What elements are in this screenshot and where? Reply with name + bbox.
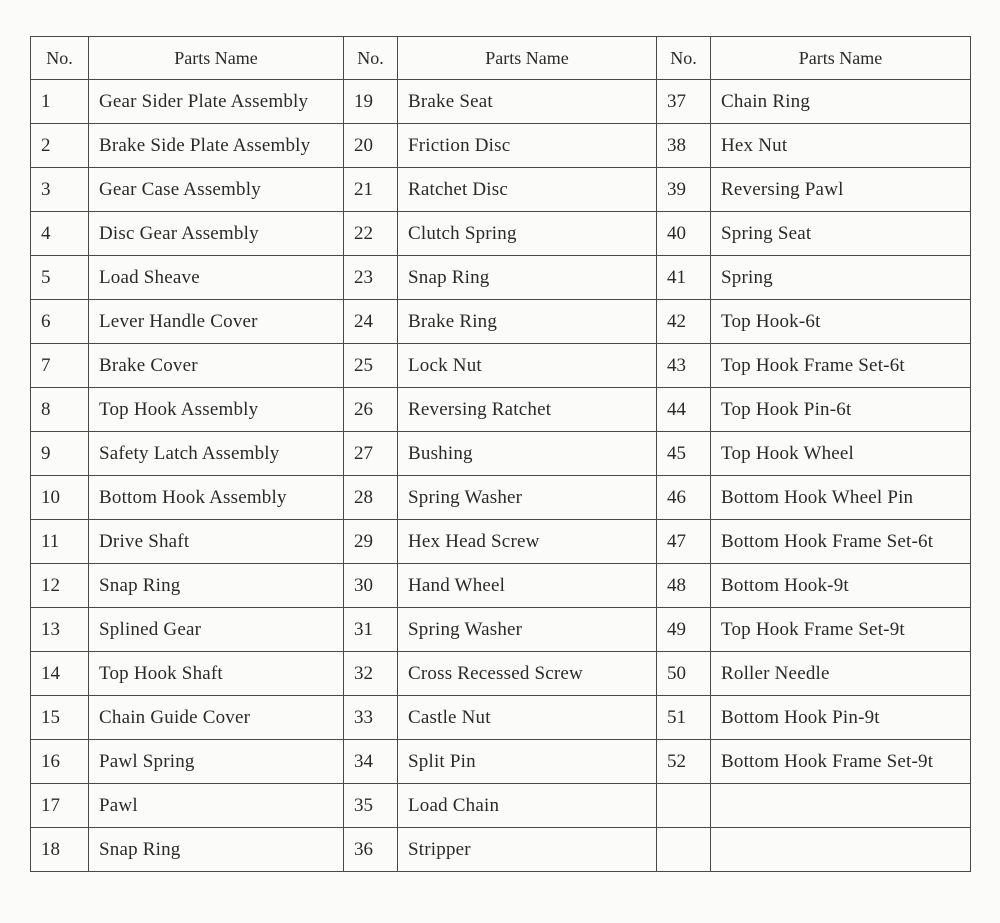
part-number-cell: 36 — [344, 828, 398, 872]
part-number-cell: 10 — [31, 476, 89, 520]
part-number-cell: 50 — [657, 652, 711, 696]
part-number-cell: 44 — [657, 388, 711, 432]
part-name-cell: Snap Ring — [89, 564, 344, 608]
part-number-cell: 23 — [344, 256, 398, 300]
table-body — [31, 80, 971, 872]
table-row — [31, 784, 971, 828]
part-number-cell: 39 — [657, 168, 711, 212]
part-number-cell: 2 — [31, 124, 89, 168]
part-number-cell: 4 — [31, 212, 89, 256]
part-number-cell: 38 — [657, 124, 711, 168]
header-parts-name: Parts Name — [711, 37, 971, 80]
part-number-cell: 3 — [31, 168, 89, 212]
part-name-cell: Roller Needle — [711, 652, 971, 696]
table-row — [31, 564, 971, 608]
table-row — [31, 740, 971, 784]
part-number-cell: 11 — [31, 520, 89, 564]
part-name-cell: Top Hook Shaft — [89, 652, 344, 696]
part-name-cell: Hand Wheel — [398, 564, 657, 608]
table-row — [31, 828, 971, 872]
part-name-cell: Spring Seat — [711, 212, 971, 256]
part-name-cell: Snap Ring — [89, 828, 344, 872]
part-number-cell: 7 — [31, 344, 89, 388]
part-name-cell: Load Chain — [398, 784, 657, 828]
part-name-cell: Bottom Hook Wheel Pin — [711, 476, 971, 520]
part-name-cell: Load Sheave — [89, 256, 344, 300]
part-name-cell: Top Hook Frame Set-6t — [711, 344, 971, 388]
part-name-cell: Hex Nut — [711, 124, 971, 168]
part-name-cell: Clutch Spring — [398, 212, 657, 256]
header-no: No. — [31, 37, 89, 80]
parts-table — [30, 36, 971, 872]
part-name-cell: Reversing Pawl — [711, 168, 971, 212]
part-number-cell: 5 — [31, 256, 89, 300]
table-row — [31, 388, 971, 432]
part-name-cell: Drive Shaft — [89, 520, 344, 564]
part-name-cell: Brake Side Plate Assembly — [89, 124, 344, 168]
table-row — [31, 344, 971, 388]
empty-cell — [711, 828, 971, 872]
table-header-row — [31, 37, 971, 80]
part-number-cell: 40 — [657, 212, 711, 256]
table-row — [31, 168, 971, 212]
table-row — [31, 256, 971, 300]
part-name-cell: Bushing — [398, 432, 657, 476]
part-number-cell: 49 — [657, 608, 711, 652]
part-name-cell: Friction Disc — [398, 124, 657, 168]
part-name-cell: Spring Washer — [398, 608, 657, 652]
part-number-cell: 17 — [31, 784, 89, 828]
part-number-cell: 14 — [31, 652, 89, 696]
table-row — [31, 212, 971, 256]
table-row — [31, 124, 971, 168]
part-number-cell: 43 — [657, 344, 711, 388]
part-number-cell: 21 — [344, 168, 398, 212]
header-no: No. — [657, 37, 711, 80]
table-row — [31, 476, 971, 520]
part-name-cell: Spring Washer — [398, 476, 657, 520]
part-number-cell: 22 — [344, 212, 398, 256]
part-name-cell: Ratchet Disc — [398, 168, 657, 212]
part-number-cell: 45 — [657, 432, 711, 476]
part-number-cell: 1 — [31, 80, 89, 124]
part-number-cell: 31 — [344, 608, 398, 652]
part-number-cell: 41 — [657, 256, 711, 300]
header-no: No. — [344, 37, 398, 80]
part-number-cell: 19 — [344, 80, 398, 124]
part-name-cell: Hex Head Screw — [398, 520, 657, 564]
part-number-cell: 47 — [657, 520, 711, 564]
part-name-cell: Safety Latch Assembly — [89, 432, 344, 476]
part-number-cell: 51 — [657, 696, 711, 740]
part-number-cell: 46 — [657, 476, 711, 520]
table-row — [31, 300, 971, 344]
empty-cell — [657, 784, 711, 828]
part-name-cell: Castle Nut — [398, 696, 657, 740]
part-number-cell: 27 — [344, 432, 398, 476]
part-name-cell: Pawl — [89, 784, 344, 828]
part-name-cell: Disc Gear Assembly — [89, 212, 344, 256]
part-name-cell: Cross Recessed Screw — [398, 652, 657, 696]
header-parts-name: Parts Name — [398, 37, 657, 80]
part-name-cell: Top Hook Frame Set-9t — [711, 608, 971, 652]
part-name-cell: Bottom Hook-9t — [711, 564, 971, 608]
part-name-cell: Split Pin — [398, 740, 657, 784]
part-name-cell: Snap Ring — [398, 256, 657, 300]
part-name-cell: Brake Seat — [398, 80, 657, 124]
part-name-cell: Gear Case Assembly — [89, 168, 344, 212]
part-number-cell: 52 — [657, 740, 711, 784]
part-name-cell: Gear Sider Plate Assembly — [89, 80, 344, 124]
part-name-cell: Top Hook-6t — [711, 300, 971, 344]
table-row — [31, 608, 971, 652]
part-name-cell: Bottom Hook Frame Set-9t — [711, 740, 971, 784]
part-number-cell: 29 — [344, 520, 398, 564]
part-name-cell: Lock Nut — [398, 344, 657, 388]
part-name-cell: Chain Ring — [711, 80, 971, 124]
part-number-cell: 34 — [344, 740, 398, 784]
part-number-cell: 16 — [31, 740, 89, 784]
part-name-cell: Pawl Spring — [89, 740, 344, 784]
part-name-cell: Bottom Hook Assembly — [89, 476, 344, 520]
part-number-cell: 33 — [344, 696, 398, 740]
table-row — [31, 432, 971, 476]
part-number-cell: 28 — [344, 476, 398, 520]
part-number-cell: 12 — [31, 564, 89, 608]
part-name-cell: Bottom Hook Pin-9t — [711, 696, 971, 740]
part-number-cell: 35 — [344, 784, 398, 828]
part-name-cell: Brake Cover — [89, 344, 344, 388]
part-name-cell: Top Hook Assembly — [89, 388, 344, 432]
part-number-cell: 30 — [344, 564, 398, 608]
empty-cell — [657, 828, 711, 872]
table-row — [31, 652, 971, 696]
part-number-cell: 26 — [344, 388, 398, 432]
part-number-cell: 13 — [31, 608, 89, 652]
part-number-cell: 24 — [344, 300, 398, 344]
part-number-cell: 8 — [31, 388, 89, 432]
part-name-cell: Chain Guide Cover — [89, 696, 344, 740]
part-name-cell: Top Hook Wheel — [711, 432, 971, 476]
header-parts-name: Parts Name — [89, 37, 344, 80]
part-number-cell: 32 — [344, 652, 398, 696]
part-number-cell: 48 — [657, 564, 711, 608]
part-name-cell: Lever Handle Cover — [89, 300, 344, 344]
part-name-cell: Spring — [711, 256, 971, 300]
part-name-cell: Stripper — [398, 828, 657, 872]
part-number-cell: 42 — [657, 300, 711, 344]
part-name-cell: Top Hook Pin-6t — [711, 388, 971, 432]
table-row — [31, 696, 971, 740]
part-number-cell: 9 — [31, 432, 89, 476]
part-number-cell: 6 — [31, 300, 89, 344]
part-name-cell: Bottom Hook Frame Set-6t — [711, 520, 971, 564]
part-number-cell: 18 — [31, 828, 89, 872]
part-name-cell: Reversing Ratchet — [398, 388, 657, 432]
table-row — [31, 80, 971, 124]
part-number-cell: 37 — [657, 80, 711, 124]
empty-cell — [711, 784, 971, 828]
part-number-cell: 20 — [344, 124, 398, 168]
part-number-cell: 25 — [344, 344, 398, 388]
part-name-cell: Splined Gear — [89, 608, 344, 652]
part-name-cell: Brake Ring — [398, 300, 657, 344]
table-row — [31, 520, 971, 564]
part-number-cell: 15 — [31, 696, 89, 740]
